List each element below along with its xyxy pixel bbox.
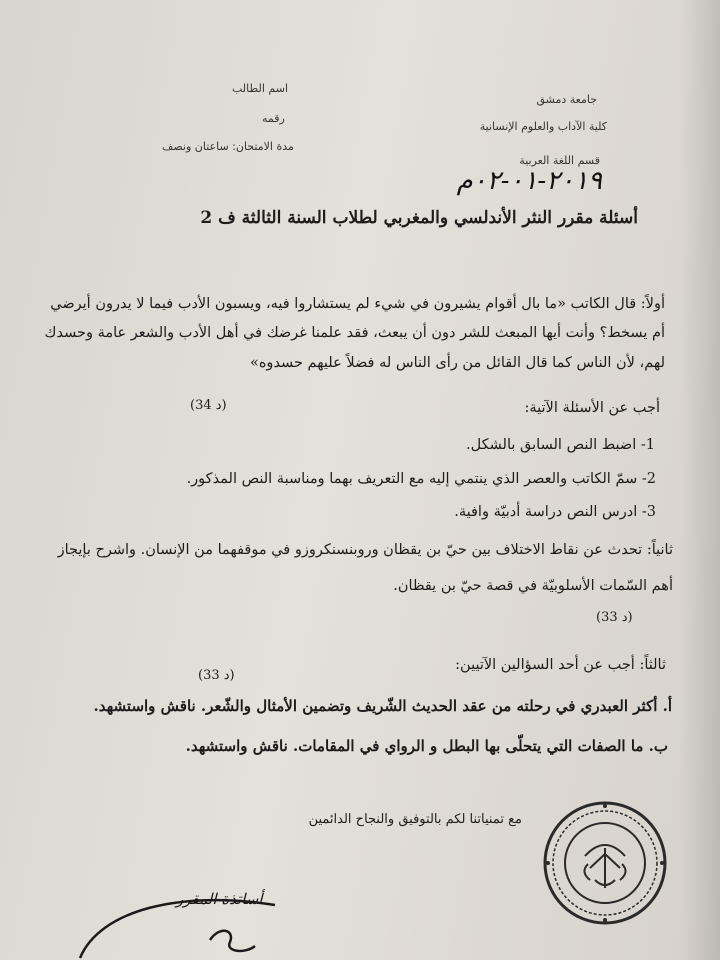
signature-label: أساتذة المقرر bbox=[176, 890, 263, 908]
student-number-label: رقمه bbox=[262, 112, 285, 125]
q3-marks: (33 د) bbox=[198, 668, 235, 683]
handwritten-signature bbox=[60, 880, 280, 960]
q1-item-3: 3- ادرس النص دراسة أدبيّة وافية. bbox=[454, 504, 656, 520]
q3-item-b: ب. ما الصفات التي يتحلّى بها البطل و الرواي في المقامات. ناقش واستشهد. bbox=[185, 737, 668, 755]
official-seal bbox=[540, 798, 670, 928]
paper-shadow bbox=[680, 0, 720, 960]
q2-line-2: أهم السّمات الأسلوبيّة في قصة حيّ بن يقظان. bbox=[393, 578, 673, 594]
q1-item-2: 2- سمّ الكاتب والعصر الذي ينتمي إليه مع التعريف بهما ومناسبة النص المذكور. bbox=[186, 471, 656, 487]
exam-duration: مدة الامتحان: ساعتان ونصف bbox=[162, 140, 294, 153]
q1-item-1: 1- اضبط النص السابق بالشكل. bbox=[466, 437, 655, 453]
faculty-name: كلية الآداب والعلوم الإنسانية bbox=[479, 120, 607, 133]
q2-line-1: ثانياً: تحدث عن نقاط الاختلاف بين حيّ بن يقظان وروبنسنكروزو في موقفهما من الإنسان. واشرح بإيجاز bbox=[57, 542, 673, 558]
department-name: قسم اللغة العربية bbox=[519, 154, 600, 167]
q1-marks: (34 د) bbox=[190, 398, 227, 413]
university-name: جامعة دمشق bbox=[536, 93, 597, 106]
seal-graphic bbox=[540, 798, 670, 928]
q1-instruction: أجب عن الأسئلة الآتية: bbox=[524, 400, 660, 416]
handwritten-date: ٢٠١٩-٠١-٠٢م bbox=[456, 166, 602, 196]
q2-marks: (33 د) bbox=[596, 610, 633, 625]
closing-wishes: مع تمنياتنا لكم بالتوفيق والنجاح الدائمين bbox=[308, 812, 522, 827]
q3-instruction: ثالثاً: أجب عن أحد السؤالين الآتيين: bbox=[455, 657, 666, 673]
q1-line-3: لهم، لأن الناس كما قال القائل من رأى الناس له فضلاً عليهم حسدوه» bbox=[249, 355, 665, 371]
q3-item-a: أ. أكثر العبدري في رحلته من عقد الحديث الشّريف وتضمين الأمثال والشّعر. ناقش واستشهد. bbox=[93, 697, 672, 715]
exam-title: أسئلة مقرر النثر الأندلسي والمغربي لطلاب السنة الثالثة ف 2 bbox=[200, 208, 638, 228]
q1-line-2: أم يسخط؟ وأنت أيها المبعث للشر دون أن يبعث، فقد علمنا غرضك في أهل الأدب والشعر عامة وحسدك bbox=[44, 325, 665, 341]
q1-line-1: أولاً: قال الكاتب «ما بال أقوام يشيرون في شيء لم يستشاروا فيه، ويسبون الأدب فيما لا يدرون أيرضي bbox=[50, 296, 665, 312]
student-name-label: اسم الطالب bbox=[232, 82, 289, 95]
